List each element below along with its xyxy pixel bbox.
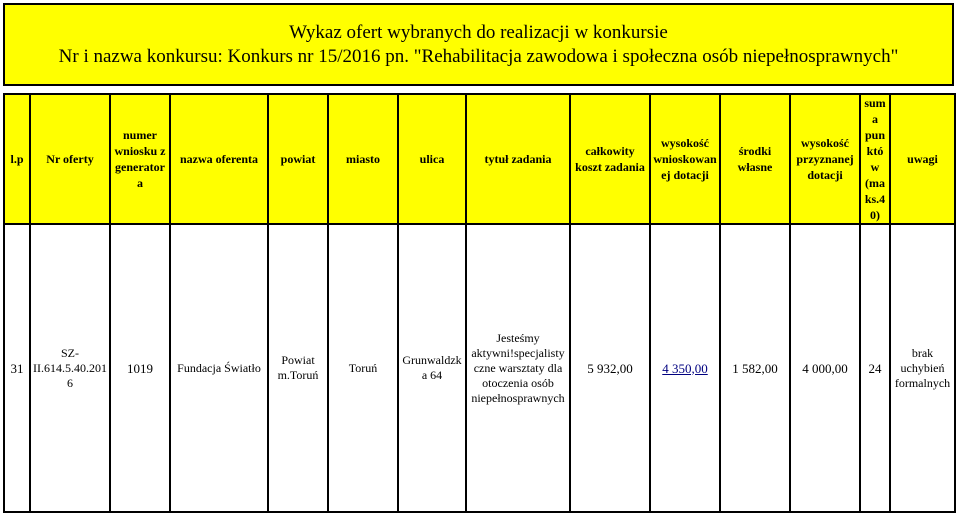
col-header-wnioskowana: wysokość wnioskowanej dotacji bbox=[650, 94, 720, 224]
cell-nazwa-oferenta: Fundacja Światło bbox=[170, 224, 268, 512]
cell-powiat: Powiat m.Toruń bbox=[268, 224, 328, 512]
title-banner bbox=[3, 3, 954, 86]
competition-name: Nr i nazwa konkursu: Konkurs nr 15/2016 pn. "Rehabilitacja zawodowa i społeczna osób niepełnosprawnych" bbox=[58, 45, 899, 67]
table-row bbox=[4, 224, 955, 512]
cell-punkty: 24 bbox=[860, 224, 890, 512]
col-header-uwagi: uwagi bbox=[890, 94, 955, 224]
col-header-tytul: tytuł zadania bbox=[466, 94, 570, 224]
col-header-srodki-wlasne: środki własne bbox=[720, 94, 790, 224]
col-header-lp: l.p bbox=[4, 94, 30, 224]
cell-przyznana: 4 000,00 bbox=[790, 224, 860, 512]
cell-uwagi: brak uchybień formalnych bbox=[890, 224, 955, 512]
col-header-nazwa-oferenta: nazwa oferenta bbox=[170, 94, 268, 224]
offers-table bbox=[3, 93, 956, 513]
col-header-ulica: ulica bbox=[398, 94, 466, 224]
col-header-nr-oferty: Nr oferty bbox=[30, 94, 110, 224]
cell-srodki-wlasne: 1 582,00 bbox=[720, 224, 790, 512]
cell-tytul: Jesteśmy aktywni!specjalisty czne warsztaty dla otoczenia osób niepełnosprawnych bbox=[466, 224, 570, 512]
col-header-numer-wniosku: numer wniosku z generatora bbox=[110, 94, 170, 224]
col-header-miasto: miasto bbox=[328, 94, 398, 224]
cell-numer-wniosku: 1019 bbox=[110, 224, 170, 512]
cell-lp: 31 bbox=[4, 224, 30, 512]
document-title: Wykaz ofert wybranych do realizacji w konkursie bbox=[289, 21, 668, 43]
col-header-powiat: powiat bbox=[268, 94, 328, 224]
cell-miasto: Toruń bbox=[328, 224, 398, 512]
cell-nr-oferty: SZ-II.614.5.40.2016 bbox=[30, 224, 110, 512]
wnioskowana-value: 4 350,00 bbox=[662, 360, 708, 376]
col-header-przyznana: wysokość przyznanej dotacji bbox=[790, 94, 860, 224]
header-row bbox=[4, 94, 955, 224]
col-header-punkty: suma punktó w (maks.4 0) bbox=[860, 94, 890, 224]
col-header-koszt: całkowity koszt zadania bbox=[570, 94, 650, 224]
cell-wnioskowana bbox=[650, 224, 720, 512]
cell-koszt: 5 932,00 bbox=[570, 224, 650, 512]
cell-ulica: Grunwaldzka 64 bbox=[398, 224, 466, 512]
